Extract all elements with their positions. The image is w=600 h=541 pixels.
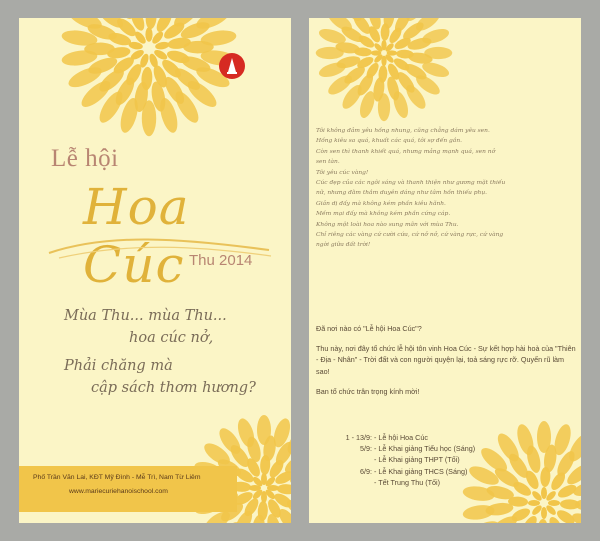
title-hoa-cuc: Hoa Cúc (83, 178, 190, 294)
chrysanthemum-bottom-right-back (459, 418, 581, 523)
invitation-front-panel (19, 18, 291, 523)
chrysanthemum-top-right (309, 18, 464, 123)
front-poem-line-3: Phải chăng mà (64, 358, 173, 374)
front-poem-line-4: cập sách thơm hương? (91, 380, 256, 396)
back-poem-line: nữ, nhưng đằm thắm duyên dáng như tâm hồn thiếu phụ. (316, 190, 488, 197)
front-poem-line-2: hoa cúc nở, (129, 330, 214, 346)
footer-website: www.mariecuriehanoischool.com (69, 488, 168, 495)
back-poem-line: Không một loài hoa nào sung mãn với mùa Thu. (316, 221, 459, 228)
address-footer (19, 466, 237, 512)
front-poem-line-1: Mùa Thu... mùa Thu... (64, 308, 227, 324)
invitation-description: Thu này, nơi đây tổ chức lễ hội tôn vinh Hoa Cúc - Sự kết hợp hài hoà của "Thiên - Địa - Nhân" - Trời đất và con người quyện lại, toả sáng rực rỡ. Quyến rũ làm sao! (316, 344, 576, 376)
invitation-closing: Ban tổ chức trân trọng kính mời! (316, 386, 420, 396)
schedule-event: - Lễ Khai giảng THCS (Sáng) (374, 466, 468, 476)
schedule-date: 5/9: (360, 444, 372, 454)
schedule-event: - Lễ Khai giảng Tiểu học (Sáng) (374, 444, 476, 454)
schedule-event: - Lễ Khai giảng THPT (Tối) (374, 455, 460, 465)
invitation-question: Đã nơi nào có "Lễ hội Hoa Cúc"? (316, 324, 422, 333)
title-le-hoi: Lễ hội (51, 145, 119, 172)
back-poem-line: Giản dị đấy mà không kém phần kiêu hãnh. (316, 200, 446, 207)
back-poem-line: Tôi không đảm yêu hồng nhung, cũng chẳng dám yêu sen. (316, 128, 490, 134)
back-poem-line: sen tàn. (316, 159, 340, 166)
schedule-date: 6/9: (360, 466, 372, 476)
schedule-event: - Lễ hội Hoa Cúc (374, 433, 428, 442)
back-poem-line: Hồng kiêu sa quá, khuất các quá, tôi sợ đến gần. (316, 138, 463, 145)
back-poem-line: Tôi yêu cúc vàng! (316, 169, 369, 176)
title-season: Thu 2014 (189, 252, 253, 269)
back-poem-line: ngời giữa đất trời! (316, 242, 371, 249)
back-poem-line: Cúc đẹp của các ngôi sáng và thanh thiện như gương mặt thiếu (316, 180, 506, 187)
schedule-event: - Tết Trung Thu (Tối) (374, 477, 441, 487)
footer-address: Phố Trần Văn Lai, KĐT Mỹ Đình - Mễ Trì, Nam Từ Liêm (33, 474, 201, 481)
schedule-date: 1 - 13/9: (345, 433, 372, 442)
invitation-back-panel (309, 18, 581, 523)
invitation-text (316, 323, 578, 406)
school-logo-icon (219, 53, 245, 79)
back-poem-line: Còn sen thì thanh khiết quá, nhưng mảng mạnh quá, sen nở (316, 148, 496, 155)
back-poem-line: Chỉ riêng các vàng cứ cười cứa, cứ nở nở, cứ vàng rực, cứ vàng (316, 232, 504, 239)
back-poem (316, 126, 578, 251)
back-poem-line: Mềm mại đấy mà không kém phần cứng cáp. (316, 211, 451, 218)
